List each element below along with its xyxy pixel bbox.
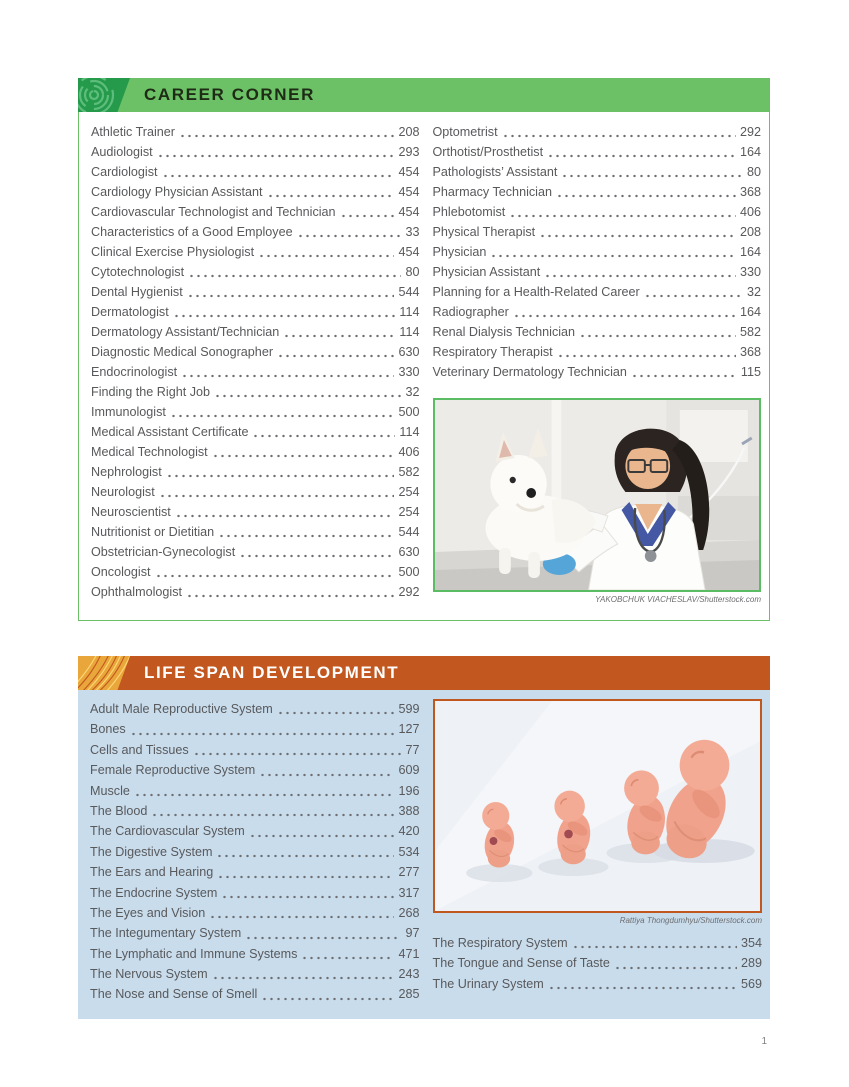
- dot-leader: [151, 801, 394, 821]
- toc-entry: [91, 462, 420, 482]
- dot-leader: [509, 202, 736, 222]
- toc-entry-page: 534: [398, 844, 420, 859]
- dot-leader: [166, 462, 395, 482]
- toc-entry: [433, 342, 762, 362]
- toc-entry: [433, 182, 762, 202]
- dot-leader: [297, 222, 402, 242]
- toc-entry-label: Ophthalmologist: [91, 585, 183, 599]
- toc-entry: [90, 821, 420, 841]
- dot-leader: [239, 542, 394, 562]
- toc-entry-page: 330: [398, 365, 420, 379]
- dot-leader: [170, 402, 395, 422]
- toc-entry: [90, 964, 420, 984]
- dot-leader: [283, 322, 395, 342]
- dot-leader: [187, 282, 395, 302]
- toc-entry: [91, 422, 420, 442]
- toc-entry: [91, 562, 420, 582]
- dot-leader: [556, 182, 736, 202]
- toc-entry-page: 164: [739, 245, 761, 259]
- toc-entry-label: The Ears and Hearing: [90, 865, 214, 880]
- toc-entry: [91, 522, 420, 542]
- toc-entry-label: The Endocrine System: [90, 885, 218, 900]
- career-right-column-wrap: [433, 122, 762, 604]
- toc-entry-label: Veterinary Dermatology Technician: [432, 365, 627, 379]
- career-corner-content: [78, 112, 770, 621]
- fetal-development-models-photo: [433, 699, 763, 913]
- toc-entry-page: 80: [746, 165, 761, 179]
- toc-entry-label: The Respiratory System: [432, 936, 568, 950]
- toc-entry-page: 630: [398, 545, 420, 559]
- toc-entry-page: 285: [398, 987, 420, 1002]
- dot-leader: [258, 242, 394, 262]
- career-corner-header: [78, 78, 770, 112]
- toc-entry-label: Dental Hygienist: [91, 285, 183, 299]
- dot-leader: [216, 842, 394, 862]
- dot-leader: [340, 202, 395, 222]
- photo-credit-career: YAKOBCHUK VIACHESLAV/Shutterstock.com: [595, 595, 761, 604]
- dot-leader: [502, 122, 736, 142]
- toc-entry-label: Nephrologist: [91, 465, 162, 479]
- dot-leader: [179, 122, 394, 142]
- toc-entry-label: Endocrinologist: [91, 365, 178, 379]
- toc-entry-page: 420: [398, 824, 420, 839]
- toc-entry-label: Audiologist: [91, 145, 153, 159]
- toc-entry-page: 368: [739, 185, 761, 199]
- toc-entry-label: Cardiology Physician Assistant: [91, 185, 263, 199]
- spiral-maze-icon: [78, 78, 130, 112]
- toc-entry: [90, 760, 420, 780]
- toc-entry: [433, 974, 763, 994]
- toc-entry-label: Planning for a Health-Related Career: [432, 285, 640, 299]
- toc-entry-label: Neuroscientist: [91, 505, 171, 519]
- toc-entry-page: 208: [398, 125, 420, 139]
- toc-entry-page: 32: [405, 385, 420, 399]
- dot-leader: [212, 442, 395, 462]
- toc-entry-label: The Integumentary System: [90, 926, 242, 941]
- career-right-column: [433, 122, 762, 382]
- lifespan-right-column: [433, 933, 763, 994]
- toc-entry-label: Medical Technologist: [91, 445, 208, 459]
- toc-entry-page: 32: [746, 285, 761, 299]
- toc-entry-page: 454: [398, 165, 420, 179]
- life-span-header: [78, 656, 770, 690]
- toc-entry: [433, 162, 762, 182]
- toc-entry: [91, 122, 420, 142]
- dot-leader: [548, 974, 737, 994]
- toc-entry-page: 599: [398, 702, 420, 716]
- dot-leader: [173, 302, 396, 322]
- toc-entry-page: 277: [398, 865, 420, 880]
- toc-entry: [90, 740, 420, 760]
- toc-entry: [433, 933, 763, 953]
- dot-leader: [557, 342, 736, 362]
- dot-leader: [157, 142, 395, 162]
- toc-entry-label: The Nose and Sense of Smell: [90, 987, 258, 1002]
- toc-entry-label: The Nervous System: [90, 967, 208, 982]
- toc-entry-label: The Urinary System: [432, 976, 544, 991]
- toc-entry: [90, 842, 420, 862]
- life-span-title: LIFE SPAN DEVELOPMENT: [144, 663, 400, 682]
- toc-entry-label: Radiographer: [432, 305, 509, 319]
- toc-entry: [90, 781, 420, 801]
- dot-leader: [221, 883, 394, 903]
- dot-leader: [539, 222, 736, 242]
- toc-entry-page: 330: [739, 265, 761, 279]
- dot-leader: [267, 182, 395, 202]
- toc-entry-label: Orthotist/Prosthetist: [432, 145, 544, 159]
- toc-entry-label: Obstetrician-Gynecologist: [91, 545, 236, 559]
- toc-entry: [91, 282, 420, 302]
- toc-entry-page: 544: [398, 285, 420, 299]
- dot-leader: [245, 923, 401, 943]
- dot-leader: [261, 984, 394, 1004]
- dot-leader: [252, 422, 395, 442]
- toc-entry: [90, 944, 420, 964]
- toc-entry-page: 293: [398, 145, 420, 159]
- lifespan-left-column: [90, 699, 420, 1005]
- toc-entry-label: Optometrist: [432, 125, 498, 139]
- toc-entry: [90, 883, 420, 903]
- toc-entry: [90, 699, 420, 719]
- page-number: 1: [761, 1036, 767, 1047]
- toc-entry: [433, 242, 762, 262]
- toc-entry-page: 33: [405, 225, 420, 239]
- photo-credit-lifespan: Rattiya Thongdumhyu/Shutterstock.com: [619, 916, 762, 925]
- toc-entry: [433, 142, 762, 162]
- toc-entry-page: 289: [740, 956, 762, 971]
- toc-entry-page: 500: [398, 405, 420, 419]
- toc-entry-label: Bones: [90, 722, 126, 737]
- toc-entry: [91, 142, 420, 162]
- dot-leader: [175, 502, 395, 522]
- toc-entry-page: 630: [398, 345, 420, 359]
- toc-entry-label: Dermatologist: [91, 305, 169, 319]
- toc-entry: [91, 342, 420, 362]
- toc-entry: [91, 222, 420, 242]
- toc-entry: [433, 322, 762, 342]
- toc-entry: [91, 262, 420, 282]
- toc-entry-page: 114: [399, 325, 420, 339]
- dot-leader: [214, 382, 401, 402]
- toc-entry: [433, 362, 762, 382]
- dot-leader: [301, 944, 394, 964]
- dot-leader: [631, 362, 737, 382]
- dot-leader: [579, 322, 736, 342]
- toc-entry: [90, 984, 420, 1004]
- dot-leader: [193, 740, 402, 760]
- toc-entry-page: 114: [399, 305, 420, 319]
- dot-leader: [277, 342, 394, 362]
- toc-entry: [90, 862, 420, 882]
- toc-entry-label: Pharmacy Technician: [432, 185, 552, 199]
- dot-leader: [249, 821, 395, 841]
- toc-entry: [90, 719, 420, 739]
- toc-entry: [433, 122, 762, 142]
- toc-entry-label: Adult Male Reproductive System: [90, 702, 273, 716]
- toc-entry-page: 268: [398, 905, 420, 920]
- toc-entry: [433, 202, 762, 222]
- toc-entry-page: 569: [740, 976, 762, 991]
- dot-leader: [209, 903, 394, 923]
- toc-entry-page: 77: [405, 742, 420, 757]
- toc-entry-page: 115: [740, 365, 761, 379]
- dot-leader: [181, 362, 394, 382]
- toc-entry-label: Cardiologist: [91, 165, 158, 179]
- toc-entry-page: 454: [398, 205, 420, 219]
- toc-entry-label: Clinical Exercise Physiologist: [91, 245, 255, 259]
- toc-entry-label: Characteristics of a Good Employee: [91, 225, 293, 239]
- toc-entry-page: 388: [398, 803, 420, 818]
- toc-entry-page: 454: [398, 185, 420, 199]
- toc-entry-page: 354: [740, 936, 762, 950]
- toc-entry-page: 114: [399, 425, 420, 439]
- toc-entry-page: 544: [398, 525, 420, 539]
- toc-entry-page: 127: [398, 722, 420, 737]
- dot-leader: [259, 760, 394, 780]
- toc-entry-page: 471: [398, 946, 420, 961]
- toc-entry-label: Neurologist: [91, 485, 155, 499]
- toc-entry: [90, 903, 420, 923]
- toc-entry: [433, 222, 762, 242]
- toc-entry-label: Dermatology Assistant/Technician: [91, 325, 280, 339]
- toc-entry-label: The Digestive System: [90, 844, 213, 859]
- toc-entry-label: Immunologist: [91, 405, 166, 419]
- toc-entry-page: 609: [398, 763, 420, 778]
- toc-entry: [91, 242, 420, 262]
- toc-entry-label: The Eyes and Vision: [90, 905, 206, 920]
- dot-leader: [513, 302, 736, 322]
- toc-entry-label: Nutritionist or Dietitian: [91, 525, 215, 539]
- toc-entry: [433, 953, 763, 973]
- toc-entry-label: Pathologists’ Assistant: [432, 165, 558, 179]
- toc-entry: [90, 923, 420, 943]
- toc-entry-page: 196: [398, 783, 420, 798]
- dot-leader: [186, 582, 394, 602]
- veterinarian-dog-photo: [433, 398, 762, 592]
- toc-entry-label: Phlebotomist: [432, 205, 506, 219]
- toc-entry: [91, 482, 420, 502]
- toc-entry-label: Physician Assistant: [432, 265, 541, 279]
- toc-entry: [91, 502, 420, 522]
- dot-leader: [490, 242, 736, 262]
- lifespan-right-column-wrap: [433, 699, 763, 1005]
- dot-leader: [277, 699, 395, 719]
- toc-entry-label: Cardiovascular Technologist and Technician: [91, 205, 336, 219]
- dot-leader: [561, 162, 743, 182]
- toc-entry-label: Medical Assistant Certificate: [91, 425, 249, 439]
- toc-entry-page: 368: [739, 345, 761, 359]
- toc-entry-label: Physical Therapist: [432, 225, 536, 239]
- toc-entry-label: Cells and Tissues: [90, 742, 189, 757]
- toc-entry-label: Physician: [432, 245, 487, 259]
- dot-leader: [218, 522, 394, 542]
- toc-entry: [91, 442, 420, 462]
- toc-entry: [91, 542, 420, 562]
- toc-entry-page: 254: [398, 505, 420, 519]
- toc-entry-page: 292: [398, 585, 420, 599]
- toc-entry-label: Diagnostic Medical Sonographer: [91, 345, 274, 359]
- toc-entry-label: The Tongue and Sense of Taste: [432, 956, 610, 971]
- toc-entry-label: The Cardiovascular System: [90, 824, 245, 839]
- toc-entry-page: 164: [739, 145, 761, 159]
- dot-leader: [130, 719, 395, 739]
- toc-entry-label: The Lymphatic and Immune Systems: [90, 946, 298, 961]
- toc-entry: [91, 162, 420, 182]
- toc-entry: [433, 262, 762, 282]
- toc-entry-page: 243: [398, 967, 420, 982]
- toc-entry-page: 164: [739, 305, 761, 319]
- life-span-section: [78, 656, 770, 1019]
- toc-entry: [91, 302, 420, 322]
- toc-entry: [91, 582, 420, 602]
- toc-entry-label: Renal Dialysis Technician: [432, 325, 576, 339]
- dot-leader: [159, 482, 395, 502]
- career-corner-section: [78, 78, 770, 621]
- career-corner-title: CAREER CORNER: [144, 85, 315, 104]
- toc-entry-page: 208: [739, 225, 761, 239]
- life-span-content: [78, 690, 770, 1019]
- dot-leader: [162, 162, 395, 182]
- toc-entry-label: Finding the Right Job: [91, 385, 211, 399]
- dot-leader: [544, 262, 736, 282]
- toc-entry-label: Muscle: [90, 783, 130, 798]
- toc-entry-label: Athletic Trainer: [91, 125, 175, 139]
- dot-leader: [155, 562, 395, 582]
- toc-entry-page: 406: [739, 205, 761, 219]
- toc-entry: [91, 362, 420, 382]
- toc-entry-page: 317: [398, 885, 420, 900]
- toc-entry-label: Cytotechnologist: [91, 265, 185, 279]
- dot-leader: [212, 964, 395, 984]
- dot-leader: [217, 862, 394, 882]
- dot-leader: [572, 933, 737, 953]
- dot-leader: [547, 142, 736, 162]
- toc-entry-label: Oncologist: [91, 565, 151, 579]
- toc-entry: [91, 322, 420, 342]
- toc-entry-page: 292: [739, 125, 761, 139]
- toc-entry-page: 80: [405, 265, 420, 279]
- toc-entry: [91, 402, 420, 422]
- grain-lines-icon: [78, 656, 130, 690]
- toc-entry: [91, 382, 420, 402]
- toc-entry-page: 97: [405, 926, 420, 941]
- toc-entry-label: The Blood: [90, 803, 148, 818]
- toc-entry: [91, 202, 420, 222]
- toc-entry-page: 582: [398, 465, 420, 479]
- toc-entry-page: 406: [398, 445, 420, 459]
- dot-leader: [134, 781, 395, 801]
- toc-entry-page: 254: [398, 485, 420, 499]
- toc-entry-page: 500: [398, 565, 420, 579]
- dot-leader: [188, 262, 401, 282]
- career-left-column: [91, 122, 420, 604]
- toc-entry: [433, 302, 762, 322]
- toc-entry-label: Female Reproductive System: [90, 763, 256, 778]
- dot-leader: [644, 282, 743, 302]
- dot-leader: [614, 953, 737, 973]
- toc-entry: [433, 282, 762, 302]
- toc-entry: [91, 182, 420, 202]
- toc-entry-page: 454: [398, 245, 420, 259]
- toc-entry-page: 582: [739, 325, 761, 339]
- toc-entry-label: Respiratory Therapist: [432, 345, 553, 359]
- toc-entry: [90, 801, 420, 821]
